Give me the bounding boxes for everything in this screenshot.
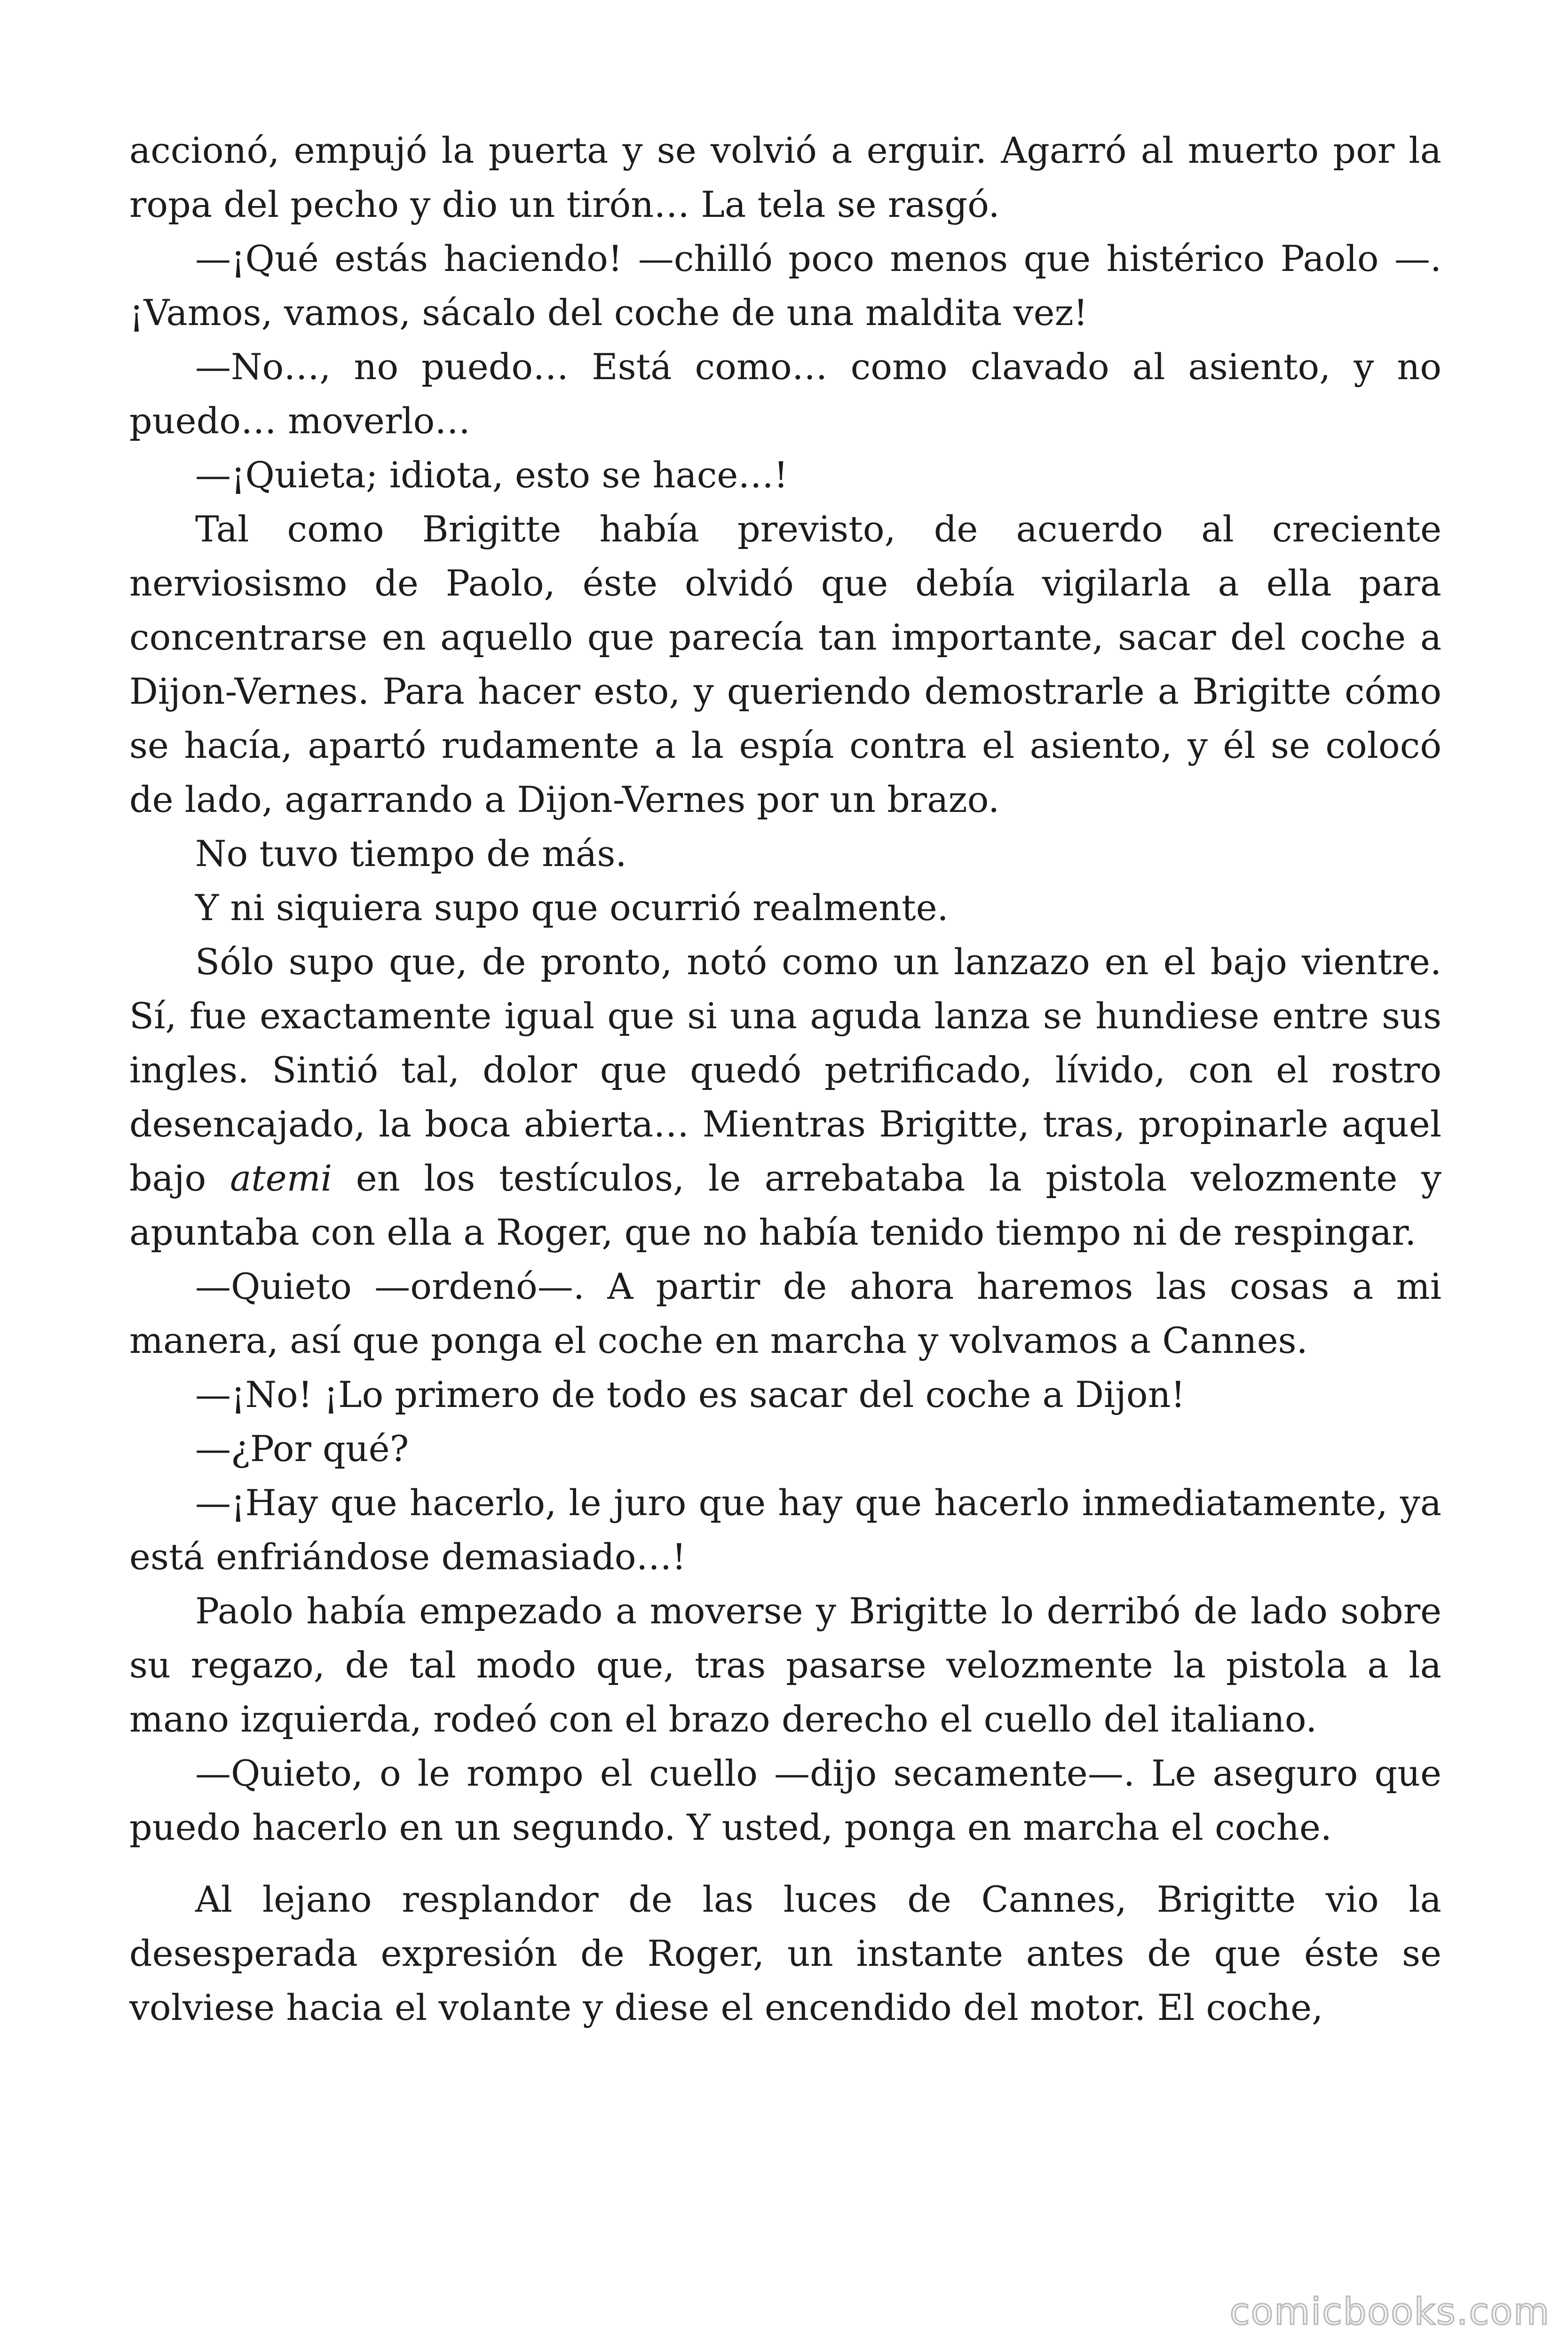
paragraph-3: —No…, no puedo… Está como… como clavado al asiento, y no puedo… moverlo… <box>129 346 1441 442</box>
paragraph-1: accionó, empujó la puerta y se volvió a erguir. Agarró al muerto por la ropa del pecho y dio un tirón… La tela se rasgó. <box>129 129 1441 225</box>
paragraph-4: —¡Quieta; idiota, esto se hace…! <box>195 454 788 496</box>
watermark-logo: comicbooks.com <box>1229 2291 1550 2333</box>
book-page-text <box>129 123 1441 2034</box>
paragraph-12: —¡Hay que hacerlo, le juro que hay que hacerlo inmediatamente, ya está enfriándose demasiado…! <box>129 1482 1441 1578</box>
paragraph-5: Tal como Brigitte había previsto, de acuerdo al creciente nerviosismo de Paolo, éste olvidó que debía vigilarla a ella para concentrarse en aquello que parecía tan importante, sacar del coche a Dijon-Vernes. Para hacer esto, y queriendo demostrarle a Brigitte cómo se hacía, apartó rudamente a la espía contra el asiento, y él se colocó de lado, agarrando a Dijon-Vernes por un brazo. <box>129 508 1441 820</box>
paragraph-13: Paolo había empezado a moverse y Brigitte lo derribó de lado sobre su regazo, de tal modo que, tras pasarse velozmente la pistola a la mano izquierda, rodeó con el brazo derecho el cuello del italiano. <box>129 1590 1441 1740</box>
paragraph-14: —Quieto, o le rompo el cuello —dijo secamente—. Le aseguro que puedo hacerlo en un segundo. Y usted, ponga en marcha el coche. <box>129 1752 1441 1848</box>
paragraph-8-before: Sólo supo que, de pronto, notó como un lanzazo en el bajo vientre. Sí, fue exactamente igual que si una aguda lanza se hundiese entre sus ingles. Sintió tal, dolor que quedó petrificado, lívido, con el rostro desencajado, la boca abierta… Mientras Brigitte, tras, propinarle aquel bajo <box>129 941 1441 1199</box>
paragraph-9: —Quieto —ordenó—. A partir de ahora haremos las cosas a mi manera, así que ponga el coche en marcha y volvamos a Cannes. <box>129 1265 1441 1361</box>
paragraph-2: —¡Qué estás haciendo! —chilló poco menos que histérico Paolo —. ¡Vamos, vamos, sácalo del coche de una maldita vez! <box>129 238 1441 334</box>
paragraph-15: Al lejano resplandor de las luces de Cannes, Brigitte vio la desesperada expresión de Roger, un instante antes de que éste se volviese hacia el volante y diese el encendido del motor. El coche, <box>129 1878 1441 2028</box>
paragraph-7: Y ni siquiera supo que ocurrió realmente. <box>195 887 949 929</box>
italic-term: atemi <box>230 1157 333 1199</box>
paragraph-10: —¡No! ¡Lo primero de todo es sacar del coche a Dijon! <box>195 1374 1186 1415</box>
paragraph-11: —¿Por qué? <box>195 1428 409 1470</box>
paragraph-6: No tuvo tiempo de más. <box>195 833 627 874</box>
paragraph-8 <box>129 935 1441 1259</box>
paragraph-8-after: en los testículos, le arrebataba la pistola velozmente y apuntaba con ella a Roger, que no había tenido tiempo ni de respingar. <box>129 1157 1441 1253</box>
